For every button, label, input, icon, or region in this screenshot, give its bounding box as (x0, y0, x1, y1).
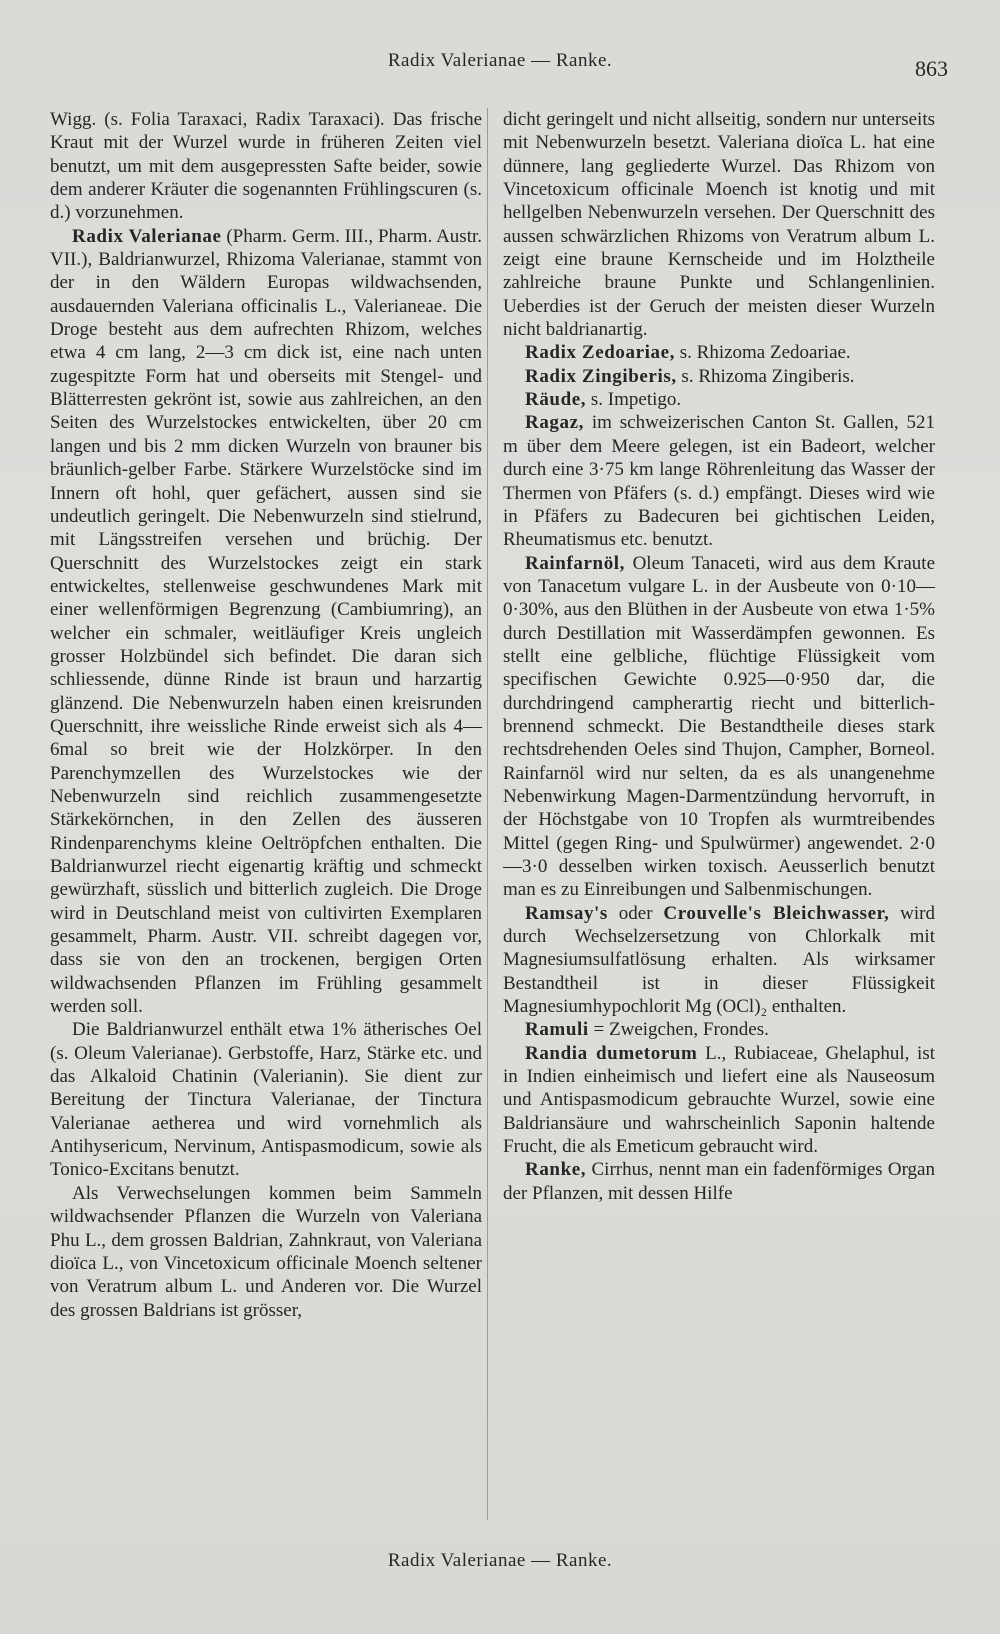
paragraph-constituents: Die Baldrianwurzel enthält etwa 1% ätherisches Oel (s. Oleum Valerianae). Gerbstoffe, Harz, Stärke etc. und das Alkaloid Chatinin (Valerianin). Sie dient zur Bereitung der Tinctura Valerianae, der Tinctura Valerianae aetherea und wird vornehmlich als Antihysericum, Nervinum, Antispasmodicum, sowie als Tonico-Excitans benutzt. (50, 1019, 482, 1181)
page-footer: Radix Valerianae — Ranke. (387, 1550, 613, 1571)
left-column (50, 108, 482, 1322)
entry-text: L., Rubiaceae, Ghelaphul, ist in Indien einheimisch und liefert eine als Nauseosum und Antispasmodicum gebrauchte Wurzel, sowie eine Baldriansäure und wahrscheinlich Saponin haltende Frucht, die als Emeticum gebraucht wird. (503, 1042, 935, 1158)
running-head: Radix Valerianae — Ranke. (387, 50, 613, 71)
entry-ramsays-bleichwasser (503, 902, 935, 1019)
headword-radix-valerianae: Radix Valerianae (72, 225, 222, 247)
entry-raeude (503, 388, 935, 411)
headword: Crouvelle's Bleichwasser, (663, 902, 890, 924)
right-column (503, 108, 935, 1205)
paragraph-taraxacum-continuation: Wigg. (s. Folia Taraxaci, Radix Taraxaci). Das frische Kraut mit der Wurzel wurde in früheren Zeiten viel benutzt, um mit dem ausgepressten Safte beider, sowie dem anderer Kräuter die sogenannten Frühlingscuren (s. d.) vorzunehmen. (50, 109, 482, 224)
headword: Randia dumetorum (525, 1042, 698, 1064)
entry-text: im schweizerischen Canton St. Gallen, 521 m über dem Meere gelegen, ist ein Badeort, welcher durch eine 3·75 km lange Röhrenleitung das Wasser der Thermen von Pfäfers (s. d.) empfängt. Dieses wird wie in Pfäfers zu Badecuren bei gichtischen Leiden, Rheumatismus etc. benutzt. (503, 412, 935, 551)
entry-ramuli (503, 1018, 935, 1041)
headword: Radix Zedoariae, (525, 342, 675, 364)
entry-radix-zingiberis (503, 365, 935, 388)
headword: Radix Zingiberis, (525, 365, 677, 387)
column-divider (487, 108, 488, 1520)
entry-ranke (503, 1158, 935, 1205)
entry-text: Oleum Tanaceti, wird aus dem Kraute von Tanacetum vulgare L. in der Ausbeute von 0·10—0·30%, aus den Blüthen in der Ausbeute von etwa 1·5% durch Destillation mit Wasserdämpfen gewonnen. Es stellt eine gelbliche, flüchtige Flüssigkeit vom specifischen Gewichte 0.925—0·950 dar, die durchdringend campherartig riecht und bitterlich-brennend schmeckt. Die Bestandtheile dieses stark rechtsdrehenden Oeles sind Thujon, Campher, Borneol. Rainfarnöl wird nur selten, da es als unangenehme Nebenwirkung Magen-Darmentzündung hervorruft, in der Höchstgabe von 10 Tropfen als wurmtreibendes Mittel (gegen Ring- und Spulwürmer) angewendet. 2·0—3·0 desselben wirken toxisch. Aeusserlich benutzt man es zu Einreibungen und Salbenmischungen. (503, 552, 935, 901)
entry-text: (Pharm. Germ. III., Pharm. Austr. VII.), Baldrianwurzel, Rhizoma Valerianae, stammt von der in den Wäldern Europas wildwachsenden, ausdauernden Valeriana officinalis L., Valerianeae. Die Droge besteht aus dem aufrechten Rhizom, welches etwa 4 cm lang, 2—3 cm dick ist, eine nach unten zugespitzte Form hat und oberseits mit Stengel- und Blätterresten gekrönt ist, sowie aus zahlreichen, an den Seiten des Wurzelstockes entwickelten, über 20 cm langen und bis 2 mm dicken Wurzeln von brauner bis bräunlich-gelber Farbe. Stärkere Wurzelstöcke sind im Innern oft hohl, quer gefächert, aussen sind sie undeutlich geringelt. Die Nebenwurzeln sind stielrund, mit Längsstreifen versehen und brüchig. Der Querschnitt des Wurzelstockes zeigt ein stark entwickeltes, stellenweise geschwundenes Mark mit einer wellenförmigen Begrenzung (Cambiumring), an welcher ein schmaler, weitläufiger Kreis ungleich grosser Holzbündel sich befindet. Die daran sich schliessende, dünne Rinde ist braun und harzartig glänzend. Die Nebenwurzeln haben einen kreisrunden Querschnitt, ihre weissliche Rinde erweist sich als 4—6mal so breit wie der Holzkörper. In den Parenchymzellen des Wurzelstockes wie der Nebenwurzeln sind reichlich zusammengesetzte Stärkekörnchen, in den Zellen des äusseren Rindenparenchyms kleine Oeltröpfchen enthalten. Die Baldrianwurzel riecht eigenartig kräftig und schmeckt gewürzhaft, süsslich und bitterlich zugleich. Die Droge wird in Deutschland meist von cultivirten Exemplaren gesammelt, Pharm. Austr. VII. schreibt dagegen vor, dass sie von den an trockenen, bergigen Orten wildwachsenden Pflanzen im Frühling gesammelt werden soll. (50, 225, 483, 1018)
headword: Ranke, (525, 1159, 587, 1181)
paragraph-valerian-continuation: dicht geringelt und nicht allseitig, sondern nur unterseits mit Nebenwurzeln besetzt. Valeriana dioïca L. hat eine dünnere, lang gegliederte Wurzel. Das Rhizom von Vincetoxicum officinale Moench ist knotig und mit hellgelben Nebenwurzeln versehen. Der Querschnitt des aussen schwärzlichen Rhizoms von Veratrum album L. zeigt eine braune Kernscheide und im Holztheile zahlreiche braune Punkte und Schlangenlinien. Ueberdies ist der Geruch der meisten dieser Wurzeln nicht baldrianartig. (503, 109, 935, 341)
entry-text: s. Rhizoma Zedoariae. (675, 342, 851, 364)
entry-text: Cirrhus, nennt man ein fadenförmiges Organ der Pflanzen, mit dessen Hilfe (503, 1159, 935, 1204)
entry-radix-valerianae (50, 225, 482, 1019)
entry-text: s. Impetigo. (586, 389, 682, 411)
headword: Ragaz, (525, 412, 585, 434)
entry-text: wird durch Wechselzersetzung von Chlorkalk mit Magnesiumsulfatlösung erhalten. Als wirksamer Bestandtheil ist in dieser Flüssigkeit Magnesiumhypochlorit Mg (OCl)₂ enthalten. (503, 902, 936, 1018)
paragraph-adulterations: Als Verwechselungen kommen beim Sammeln wildwachsender Pflanzen die Wurzeln von Valeriana Phu L., dem grossen Baldrian, Zahnkraut, von Valeriana dioïca L., von Vincetoxicum officinale Moench seltener von Veratrum album L. und Anderen vor. Die Wurzel des grossen Baldrians ist grösser, (50, 1182, 482, 1321)
headword: Räude, (525, 389, 587, 411)
entry-text: s. Rhizoma Zingiberis. (676, 365, 855, 387)
entry-ragaz (503, 411, 935, 551)
entry-text: = Zweigchen, Frondes. (588, 1019, 769, 1041)
page-number: 863 (915, 56, 948, 81)
entry-radix-zedoariae (503, 341, 935, 364)
headword: Ramuli (525, 1019, 589, 1041)
headword: Rainfarnöl, (525, 552, 626, 574)
entry-randia-dumetorum (503, 1042, 935, 1159)
entry-text: oder (607, 902, 664, 924)
entry-rainfarnoel (503, 552, 935, 902)
headword: Ramsay's (525, 902, 608, 924)
